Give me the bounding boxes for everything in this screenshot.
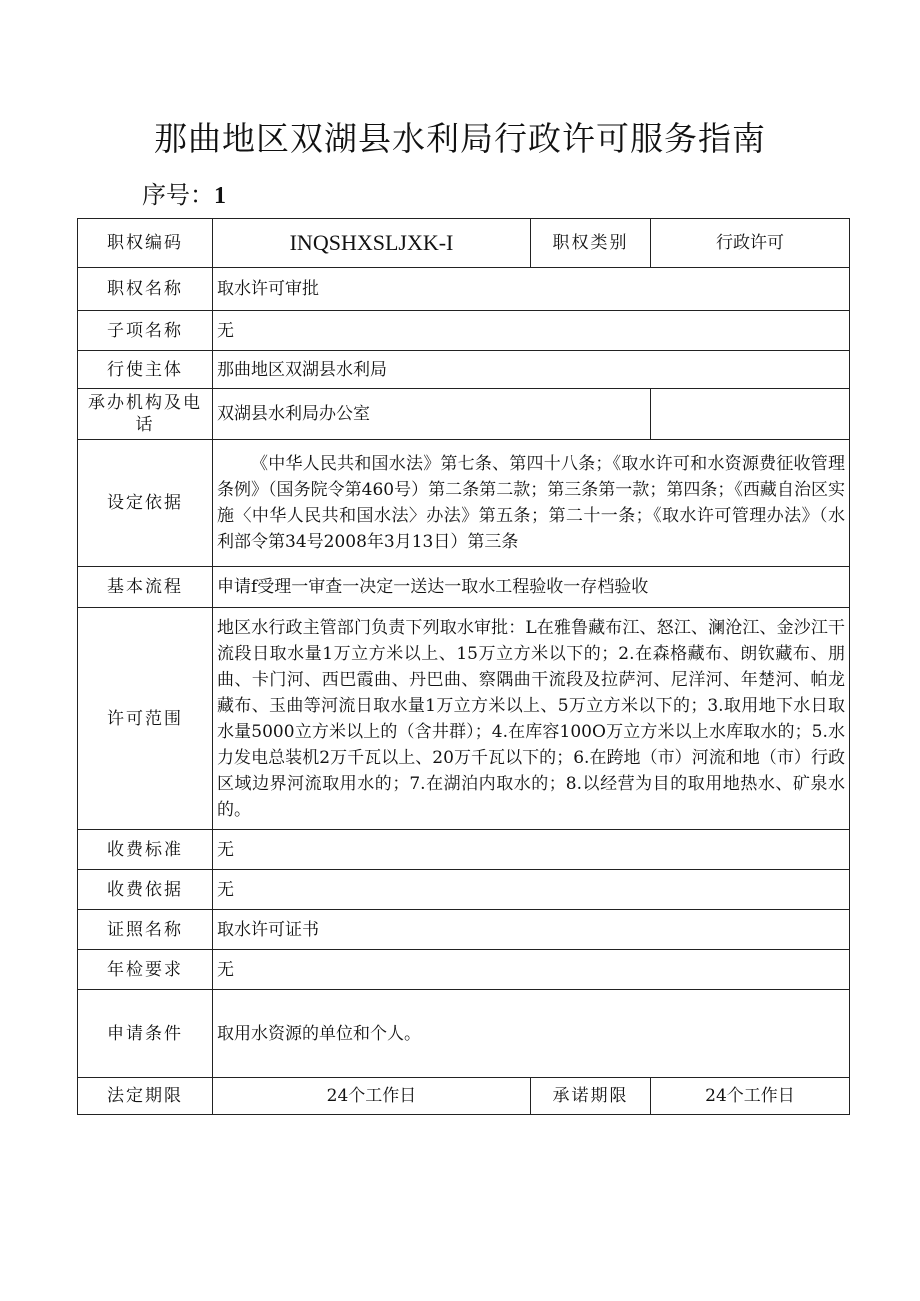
table-row	[78, 910, 850, 950]
fee-basis-value: 无	[213, 870, 850, 910]
table-row	[78, 351, 850, 389]
basis-label: 设定依据	[78, 440, 213, 567]
code-value: INQSHXSLJXK-I	[213, 219, 531, 268]
category-value: 行政许可	[651, 219, 850, 268]
promise-term-value: 24个工作日	[651, 1078, 850, 1115]
agency-value: 双湖县水利局办公室	[213, 389, 651, 440]
scope-label: 许可范围	[78, 608, 213, 830]
subitem-label: 子项名称	[78, 311, 213, 351]
table-row	[78, 311, 850, 351]
fee-basis-label: 收费依据	[78, 870, 213, 910]
process-value: 申请f受理一审查一决定一送达一取水工程验收一存档验收	[213, 567, 850, 608]
subject-label: 行使主体	[78, 351, 213, 389]
category-label: 职权类别	[531, 219, 651, 268]
table-row	[78, 440, 850, 567]
process-label: 基本流程	[78, 567, 213, 608]
serial-label: 序号：	[142, 181, 214, 209]
agency-phone	[651, 389, 850, 440]
table-row	[78, 870, 850, 910]
subject-value: 那曲地区双湖县水利局	[213, 351, 850, 389]
serial-number	[142, 175, 226, 210]
table-row	[78, 389, 850, 440]
annual-label: 年检要求	[78, 950, 213, 990]
table-row	[78, 608, 850, 830]
fee-std-value: 无	[213, 830, 850, 870]
legal-term-label: 法定期限	[78, 1078, 213, 1115]
table-row	[78, 950, 850, 990]
table-row	[78, 567, 850, 608]
serial-value: 1	[214, 183, 226, 209]
name-label: 职权名称	[78, 268, 213, 311]
name-value: 取水许可审批	[213, 268, 850, 311]
table-row	[78, 219, 850, 268]
cert-label: 证照名称	[78, 910, 213, 950]
service-guide-table	[77, 218, 850, 1115]
table-row	[78, 1078, 850, 1115]
page-title: 那曲地区双湖县水利局行政许可服务指南	[154, 119, 766, 158]
fee-std-label: 收费标准	[78, 830, 213, 870]
promise-term-label: 承诺期限	[531, 1078, 651, 1115]
subitem-value: 无	[213, 311, 850, 351]
legal-term-value: 24个工作日	[213, 1078, 531, 1115]
basis-value: 《中华人民共和国水法》第七条、第四十八条；《取水许可和水资源费征收管理条例》（国务院令第460号）第二条第二款；第三条第一款；第四条；《西藏自治区实施〈中华人民共和国水法〉办法》第五条；第二十一条；《取水许可管理办法》（水利部令第34号2008年3月13日）第三条	[213, 440, 850, 567]
cert-value: 取水许可证书	[213, 910, 850, 950]
table-row	[78, 830, 850, 870]
condition-label: 申请条件	[78, 990, 213, 1078]
scope-value: 地区水行政主管部门负责下列取水审批：L在雅鲁藏布江、怒江、澜沧江、金沙江干流段日取水量1万立方米以上、15万立方米以下的；2.在森格藏布、朗钦藏布、朋曲、卡门河、西巴霞曲、丹巴曲、察隅曲干流段及拉萨河、尼洋河、年楚河、帕龙藏布、玉曲等河流日取水量1万立方米以上、5万立方米以下的；3.取用地下水日取水量5000立方米以上的（含井群）；4.在库容100O万立方米以上水库取水的；5.水力发电总装机2万千瓦以上、20万千瓦以下的；6.在跨地（市）河流和地（市）行政区域边界河流取用水的；7.在湖泊内取水的；8.以经营为目的取用地热水、矿泉水的。	[213, 608, 850, 830]
table-row	[78, 990, 850, 1078]
table-row	[78, 268, 850, 311]
condition-value: 取用水资源的单位和个人。	[213, 990, 850, 1078]
annual-value: 无	[213, 950, 850, 990]
code-label: 职权编码	[78, 219, 213, 268]
agency-label: 承办机构及电话	[78, 389, 213, 440]
